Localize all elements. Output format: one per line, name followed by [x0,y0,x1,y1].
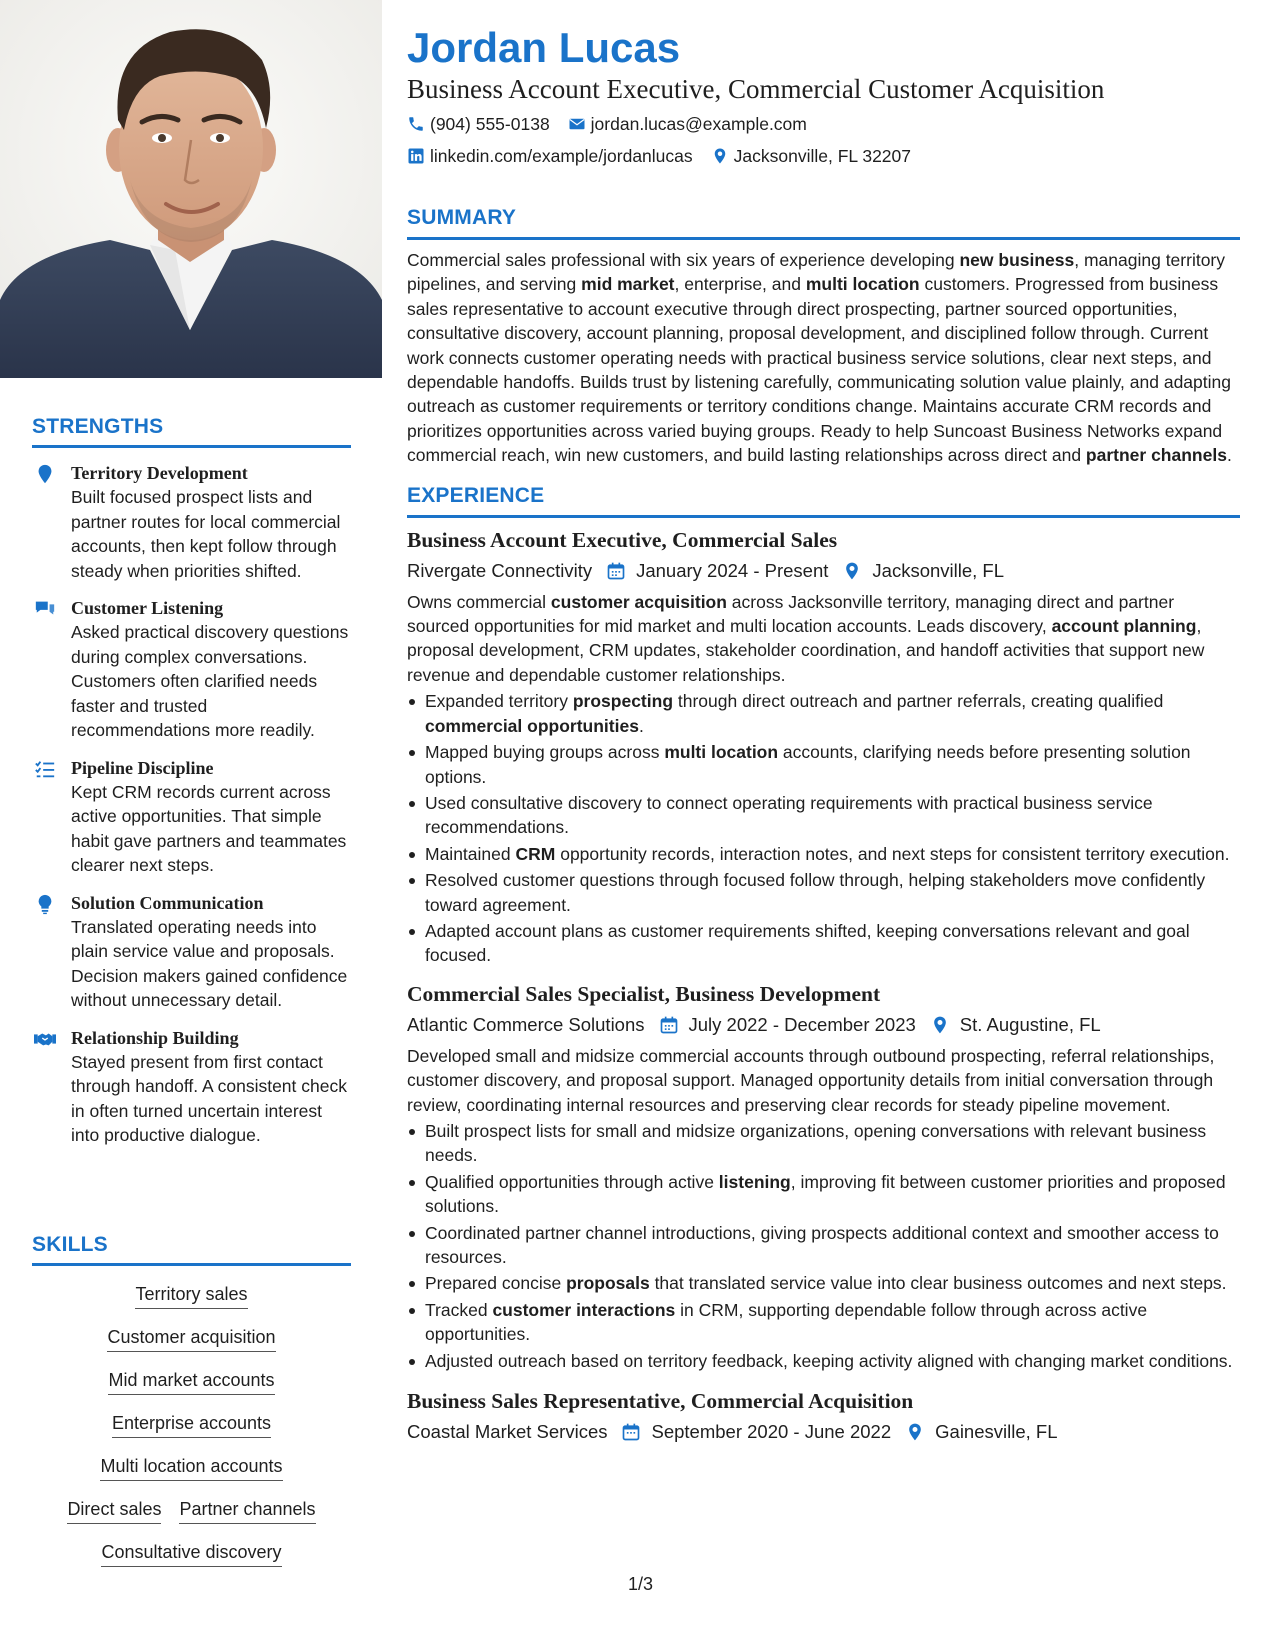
strength-description: Stayed present from first contact through handoff. A consistent check in often turned uncertain interest into productive dialogue. [71,1051,347,1145]
skill-tag: Multi location accounts [100,1455,282,1481]
map-pin-icon [34,463,56,485]
job-location: St. Augustine, FL [959,1013,1101,1035]
chat-bubbles-icon [34,598,56,620]
list-item: Adjusted outreach based on territory feedback, keeping activity aligned with changing market conditions. [407,1349,1240,1373]
job-title: Business Account Executive, Commercial Sales [407,527,838,552]
job-meta [407,1419,1240,1445]
list-item: Used consultative discovery to connect operating requirements with practical business service recommendations. [407,791,1240,840]
job-entry [407,980,1240,1373]
phone-icon [407,115,425,133]
strength-description: Built focused prospect lists and partner routes for local commercial accounts, then kept follow through steady when priorities shifted. [71,487,341,581]
company-name: Rivergate Connectivity [407,559,593,581]
skills-section [32,1233,351,1567]
main-content [407,22,1240,1445]
location-contact [711,144,911,168]
summary-title: SUMMARY [407,206,517,229]
strength-title: Customer Listening [71,598,224,618]
strength-item [32,596,351,743]
map-pin-icon [905,1422,925,1442]
checklist-icon [34,758,56,780]
strengths-title: STRENGTHS [32,415,164,438]
job-description: Developed small and midsize commercial accounts through outbound prospecting, referral relationships, customer discovery, and proposal support. Managed opportunity details from initial conversation through review, coordinating internal resources and preserving clear records for steady pipeline movement. [407,1045,1215,1115]
strength-item [32,756,351,878]
summary-divider [407,237,1240,240]
list-item: Adapted account plans as customer requirements shifted, keeping conversations relevant and goal focused. [407,919,1240,968]
email-link[interactable]: jordan.lucas@example.com [590,114,807,134]
envelope-icon [568,115,586,133]
page-number: 1/3 [628,1574,654,1594]
company-name: Atlantic Commerce Solutions [407,1013,645,1035]
job-dates: July 2022 - December 2023 [688,1013,916,1035]
job-title: Commercial Sales Specialist, Business Development [407,981,881,1006]
calendar-icon [659,1015,679,1035]
map-pin-icon [842,561,862,581]
map-pin-icon [930,1015,950,1035]
job-entry [407,1387,1240,1445]
linkedin-contact[interactable] [407,144,693,168]
list-item: Expanded territory prospecting through direct outreach and partner referrals, creating qualified commercial opportunities. [407,689,1240,738]
job-entry [407,526,1240,968]
job-dates: January 2024 - Present [636,559,829,581]
phone-number: (904) 555-0138 [430,114,550,134]
strength-title: Pipeline Discipline [71,757,214,778]
handshake-icon [34,1028,56,1050]
map-pin-icon [711,147,729,165]
summary-text: Commercial sales professional with six years of experience developing new business, managing territory pipelines, and serving mid market, enterprise, and multi location customers. Progressed from business sales representative to account executive through direct prospecting, partner sourced opportunities, consultative discovery, account planning, proposal development, and disciplined follow through. Current work connects customer operating needs with practical business service solutions, clear next steps, and dependable handoffs. Builds trust by listening carefully, communicating solution value plainly, and adapting outreach as customer requirements or territory conditions change. Maintains accurate CRM records and prioritizes opportunities across varied buying groups. Ready to help Suncoast Business Networks expand commercial reach, win new customers, and build lasting relationships across direct and partner channels. [407,250,1232,466]
strengths-section [32,415,351,1148]
list-item: Qualified opportunities through active listening, improving fit between customer priorities and proposed solutions. [407,1170,1240,1219]
skill-tag: Territory sales [135,1283,247,1309]
skill-tag: Mid market accounts [108,1369,274,1395]
list-item: Mapped buying groups across multi location accounts, clarifying needs before presenting solution options. [407,740,1240,789]
location-text: Jacksonville, FL 32207 [733,146,912,166]
calendar-icon [606,561,626,581]
skill-tag: Direct sales [67,1498,161,1524]
company-name: Coastal Market Services [407,1421,608,1443]
calendar-icon [621,1422,641,1442]
strength-description: Kept CRM records current across active opportunities. That simple habit gave partners and teammates clearer next steps. [71,781,347,875]
list-item: Prepared concise proposals that translated service value into clear business outcomes and next steps. [407,1271,1240,1295]
email-contact[interactable] [568,112,807,136]
job-dates: September 2020 - June 2022 [651,1421,892,1443]
skills-title: SKILLS [32,1233,108,1256]
linkedin-icon [407,147,425,165]
summary-section [407,206,1240,468]
strength-title: Territory Development [71,463,248,483]
experience-title: EXPERIENCE [407,483,545,507]
list-item: Maintained CRM opportunity records, interaction notes, and next steps for consistent territory execution. [407,842,1240,866]
job-bullets [407,689,1240,967]
linkedin-link[interactable]: linkedin.com/example/jordanlucas [430,146,693,166]
list-item: Tracked customer interactions in CRM, supporting dependable follow through across active opportunities. [407,1298,1240,1347]
skill-tag: Consultative discovery [101,1541,281,1567]
skill-tag: Enterprise accounts [112,1412,271,1438]
job-bullets [407,1119,1240,1373]
strength-item [32,891,351,1013]
job-description: Owns commercial customer acquisition across Jacksonville territory, managing direct and partner sourced opportunities for mid market and multi location accounts. Leads discovery, account planning, proposal development, CRM updates, stakeholder coordination, and handoff activities that support new revenue and dependable customer relationships. [407,591,1205,685]
sidebar [0,0,382,1650]
job-location: Jacksonville, FL [872,559,1005,581]
experience-divider [407,515,1240,518]
strength-description: Asked practical discovery questions during complex conversations. Customers often clarified needs faster and trusted recommendations more readily. [71,622,349,740]
strength-title: Solution Communication [71,892,264,913]
list-item: Resolved customer questions through focused follow through, helping stakeholders move confidently toward agreement. [407,868,1240,917]
list-item: Built prospect lists for small and midsize organizations, opening conversations with relevant business needs. [407,1119,1240,1168]
strength-description: Translated operating needs into plain service value and proposals. Decision makers gained confidence without unnecessary detail. [71,916,348,1010]
candidate-headline: Business Account Executive, Commercial Customer Acquisition [407,74,1105,104]
experience-section [407,484,1240,1445]
strength-title: Relationship Building [71,1027,239,1048]
contact-row [407,144,1240,168]
strength-item [32,461,351,583]
contact-row [407,112,1240,136]
lightbulb-icon [34,893,56,915]
job-title: Business Sales Representative, Commercial Acquisition [407,1389,914,1414]
candidate-name: Jordan Lucas [407,24,681,71]
skill-tag: Customer acquisition [107,1326,275,1352]
job-meta [407,1012,1240,1038]
job-location: Gainesville, FL [935,1421,1058,1443]
strength-item [32,1026,351,1148]
skill-tag: Partner channels [179,1498,315,1524]
list-item: Coordinated partner channel introductions, giving prospects additional context and smoother access to resources. [407,1221,1240,1270]
strengths-divider [32,445,351,448]
job-meta [407,558,1240,584]
profile-photo [0,0,382,378]
phone-contact [407,112,550,136]
skills-divider [32,1263,351,1266]
